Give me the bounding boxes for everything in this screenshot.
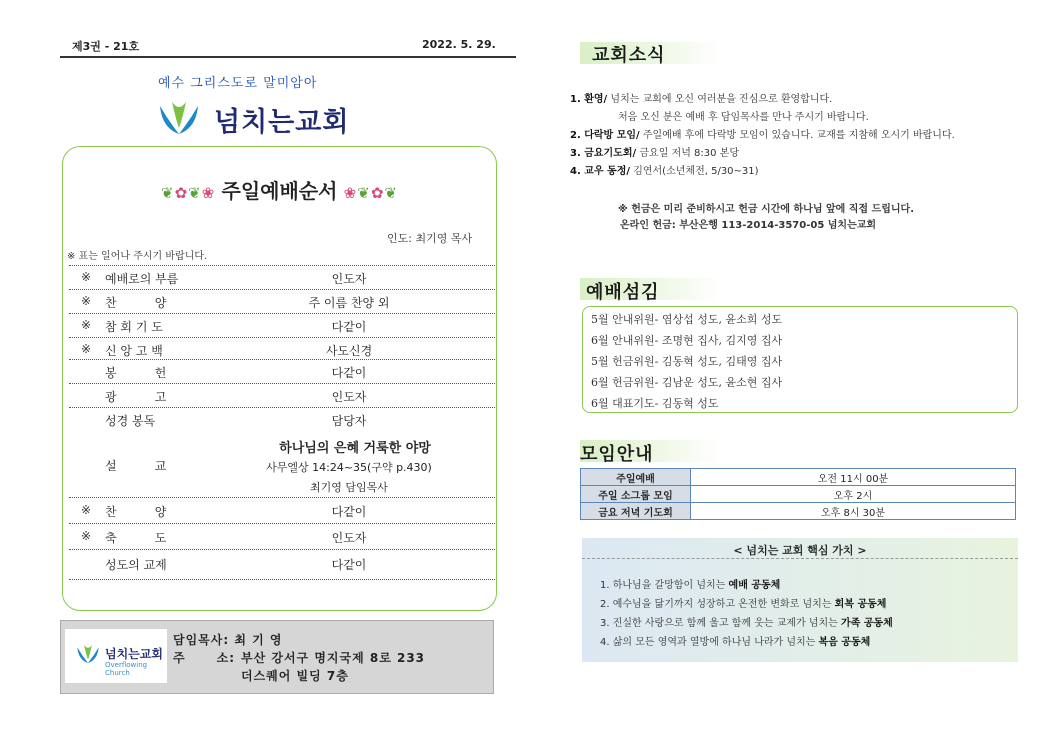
tagline: 예수 그리스도로 말미암아 [158, 76, 318, 91]
core-values-panel [582, 538, 1018, 662]
news-label: 3. 금요기도회/ [570, 148, 637, 159]
online-offering: 온라인 헌금: 부산은행 113-2014-3570-05 넘치는교회 [620, 220, 877, 231]
meetings-title: 모임안내 [580, 444, 654, 465]
address-label: 주 소: [173, 651, 236, 665]
order-row [69, 523, 495, 547]
news-item [570, 144, 739, 159]
order-item: 찬 양 [105, 505, 167, 519]
worship-order-heading [63, 175, 496, 204]
sermon-row [69, 433, 495, 495]
worship-leader: 인도: 최기영 목사 [387, 232, 473, 245]
standing-mark: ※ [81, 342, 92, 356]
server-line: 6월 대표기도- 김동혁 성도 [591, 397, 719, 410]
servers-title: 예배섬김 [586, 282, 660, 303]
order-row [69, 337, 495, 359]
order-who: 인도자 [331, 272, 367, 286]
news-label: 1. 환영/ [570, 94, 608, 105]
volume-number: 제3권 - 21호 [72, 40, 140, 53]
core-value-item [600, 576, 780, 591]
order-row [69, 265, 495, 287]
order-row [69, 289, 495, 311]
order-item: 찬 양 [105, 296, 167, 310]
sermon-preacher: 최기영 담임목사 [310, 481, 388, 494]
address-line-1: 부산 강서구 명지국제 8로 233 [241, 651, 426, 665]
news-item [618, 108, 869, 123]
sermon-scripture: 사무엘상 14:24~35(구약 p.430) [266, 461, 432, 474]
meeting-time: 오후 8시 30분 [691, 503, 1016, 520]
church-name: 넘치는교회 [214, 107, 350, 138]
sermon-title: 하나님의 은혜 거룩한 야망 [279, 441, 431, 456]
order-row [69, 407, 495, 433]
order-row [69, 497, 495, 521]
logo-card [65, 629, 167, 683]
flower-ornament-right-icon: ❀❦✿❦ [337, 184, 398, 202]
order-who: 인도자 [331, 390, 367, 404]
order-item: 설 교 [105, 459, 167, 473]
core-values-title: < 넘치는 교회 핵심 가치 > [733, 544, 867, 557]
standing-mark: ※ [81, 529, 92, 543]
meeting-time: 오후 2시 [691, 486, 1016, 503]
order-item: 참 회 기 도 [105, 320, 163, 334]
standing-mark: ※ [81, 270, 92, 284]
offering-note: ※ 헌금은 미리 준비하시고 헌금 시간에 하나님 앞에 직접 드립니다. [618, 204, 915, 215]
core-value-item [600, 595, 886, 610]
order-item: 축 도 [105, 531, 167, 545]
standing-note: ※ 표는 일어나 주시기 바랍니다. [67, 251, 208, 262]
news-text: 금요일 저녁 8:30 본당 [639, 148, 740, 159]
worship-order-panel [62, 146, 497, 611]
worship-order-title: 주일예배순서 [221, 179, 338, 203]
order-who: 인도자 [331, 531, 367, 545]
order-row [69, 359, 495, 381]
core-value-item [600, 614, 893, 629]
servers-panel [582, 306, 1018, 413]
server-line: 5월 안내위원- 염상섭 성도, 윤소희 성도 [591, 313, 783, 326]
news-text: 김연서(소년체전, 5/30~31) [633, 166, 759, 177]
church-logo-small-icon [75, 641, 101, 667]
table-row [581, 469, 1016, 486]
meeting-name: 금요 저녁 기도회 [581, 503, 691, 520]
server-line: 5월 헌금위원- 김동혁 성도, 김태영 집사 [591, 355, 783, 368]
order-item: 광 고 [105, 390, 167, 404]
address-line-2: 더스퀘어 빌딩 7층 [241, 669, 349, 683]
order-who: 다같이 [331, 505, 367, 519]
news-title: 교회소식 [592, 45, 666, 66]
news-item [570, 162, 759, 177]
core-value-text: 1. 하나님을 갈망함이 넘치는 [600, 580, 726, 591]
order-item: 성도의 교제 [105, 558, 167, 572]
news-label: 2. 다락방 모임/ [570, 130, 640, 141]
order-row [69, 549, 495, 579]
core-value-emphasis: 복음 공동체 [818, 637, 871, 648]
table-row [581, 486, 1016, 503]
order-who: 다같이 [331, 320, 367, 334]
order-row [69, 383, 495, 405]
news-label: 4. 교우 동정/ [570, 166, 631, 177]
order-row [69, 313, 495, 335]
order-item: 성경 봉독 [105, 414, 156, 428]
meeting-time: 오전 11시 00분 [691, 469, 1016, 486]
order-item: 신 앙 고 백 [105, 344, 163, 358]
header-divider [60, 56, 516, 58]
order-who: 다같이 [331, 366, 367, 380]
order-who: 다같이 [331, 558, 367, 572]
core-values-divider [582, 558, 1018, 559]
news-text: 넘치는 교회에 오신 여러분을 진심으로 환영합니다. [610, 94, 833, 105]
core-value-emphasis: 가족 공동체 [841, 618, 893, 629]
core-value-text: 3. 진실한 사랑으로 함께 울고 함께 웃는 교제가 넘치는 [600, 618, 838, 629]
core-value-emphasis: 회복 공동체 [834, 599, 887, 610]
order-who: 사도신경 [325, 344, 373, 358]
order-who: 주 이름 찬양 외 [308, 296, 390, 310]
news-item [570, 126, 955, 141]
news-text: 주일예배 후에 다락방 모임이 있습니다. 교재를 지참해 오시기 바랍니다. [642, 130, 955, 141]
standing-mark: ※ [81, 503, 92, 517]
order-who: 담당자 [331, 414, 367, 428]
server-line: 6월 안내위원- 조명현 집사, 김지영 집사 [591, 334, 783, 347]
flower-ornament-left-icon: ❦✿❦❀ [161, 184, 222, 202]
contact-panel [60, 620, 494, 694]
table-row [581, 503, 1016, 520]
core-value-text: 2. 예수님을 닮기까지 성장하고 온전한 변화로 넘치는 [600, 599, 832, 610]
order-bottom-divider [69, 579, 495, 581]
news-item [570, 90, 832, 105]
core-value-text: 4. 삶의 모든 영역과 열방에 하나님 나라가 넘치는 [600, 637, 816, 648]
standing-mark: ※ [81, 318, 92, 332]
order-item: 예배로의 부름 [105, 272, 179, 286]
meeting-name: 주일예배 [581, 469, 691, 486]
meetings-table [580, 468, 1016, 520]
standing-mark: ※ [81, 294, 92, 308]
core-value-emphasis: 예배 공동체 [728, 580, 781, 591]
pastor-name: 담임목사: 최 기 영 [173, 633, 283, 647]
logo-card-name: 넘치는교회 [105, 647, 163, 661]
order-item: 봉 헌 [105, 366, 167, 380]
logo-card-sub: Overflowing Church [105, 661, 148, 677]
core-value-item [600, 633, 870, 648]
church-logo-icon [156, 98, 202, 138]
issue-date: 2022. 5. 29. [422, 38, 496, 51]
server-line: 6월 헌금위원- 김남운 성도, 윤소현 집사 [591, 376, 783, 389]
news-text: 처음 오신 분은 예배 후 담임목사를 만나 주시기 바랍니다. [618, 112, 869, 123]
meeting-name: 주일 소그룹 모임 [581, 486, 691, 503]
